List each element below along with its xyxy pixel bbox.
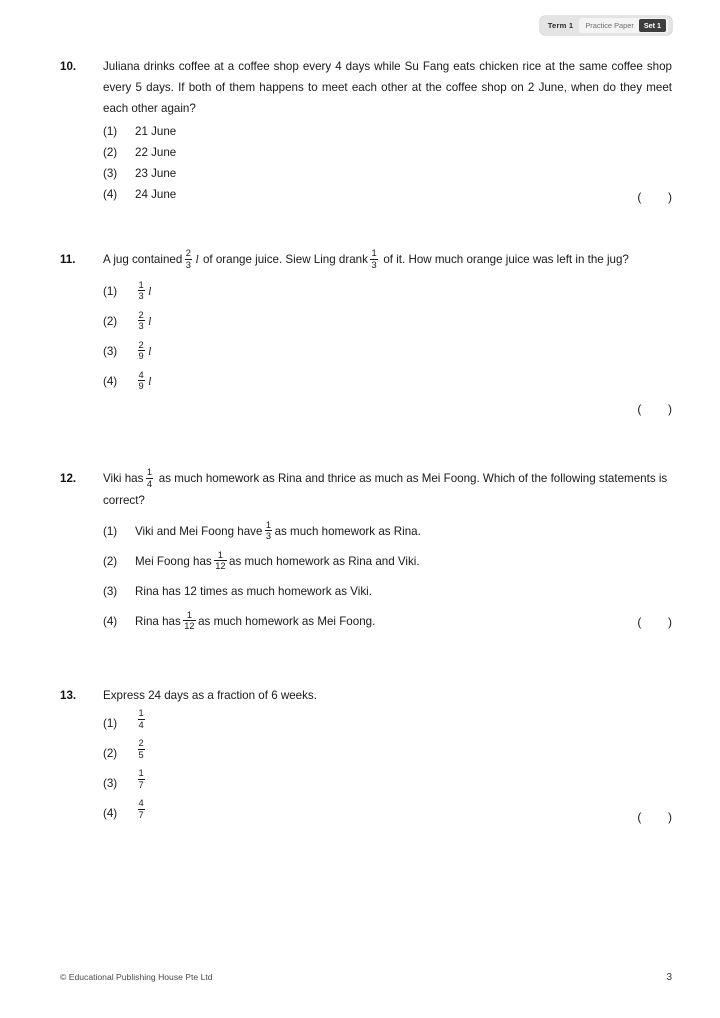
option-label: (2) [103, 314, 118, 328]
question-13-options [60, 709, 672, 829]
badge-inner [579, 18, 668, 33]
option-text [135, 709, 672, 731]
question-10-head [60, 56, 672, 119]
option-item[interactable] [60, 277, 672, 307]
option-item[interactable] [60, 337, 672, 367]
question-12-options [60, 517, 672, 637]
fraction-numerator: 1 [186, 609, 193, 620]
question-11-text-part2: of orange juice. Siew Ling drank [202, 253, 368, 266]
option-item[interactable] [60, 163, 672, 184]
fraction-denominator: 7 [138, 779, 144, 790]
option-item[interactable] [60, 367, 672, 397]
fraction-numerator: 1 [146, 467, 153, 478]
set-label: Set 1 [639, 19, 666, 32]
fraction-denominator: 5 [138, 749, 144, 760]
option-text: 22 June [135, 146, 177, 159]
option-item[interactable] [60, 307, 672, 337]
question-11-head [60, 249, 672, 271]
fraction-numerator: 1 [138, 279, 144, 290]
option-text-post: as much homework as Mei Foong. [198, 614, 376, 628]
option-text-post: as much homework as Rina. [274, 524, 421, 538]
fraction [138, 708, 145, 730]
fraction [265, 520, 272, 542]
term-label: Term 1 [547, 21, 574, 30]
option-label: (1) [103, 284, 118, 298]
option-item[interactable] [60, 769, 672, 799]
question-12-text-part1: Viki has [103, 472, 144, 485]
litre-unit: l [148, 374, 152, 388]
fraction [370, 248, 377, 270]
litre-unit: l [148, 314, 152, 328]
option-label: (2) [103, 747, 118, 760]
question-12-text [103, 468, 672, 511]
option-text-pre: Viki and Mei Foong have [135, 524, 263, 538]
fraction-numerator: 1 [265, 519, 272, 530]
fraction-numerator: 4 [138, 369, 144, 380]
fraction-denominator: 3 [265, 531, 272, 542]
fraction-denominator: 3 [138, 321, 144, 332]
option-label: (2) [103, 146, 118, 159]
copyright-icon: © [60, 972, 67, 982]
answer-bracket-12[interactable]: ( ) [637, 615, 672, 629]
fraction [138, 340, 145, 362]
question-11-text-part3: of it. How much orange juice was left in the jug? [383, 253, 629, 266]
option-label: (1) [103, 524, 118, 538]
option-text [135, 607, 672, 637]
option-text [135, 367, 672, 397]
answer-bracket-13[interactable]: ( ) [637, 810, 672, 824]
question-11-text [103, 249, 672, 271]
option-label: (1) [103, 717, 118, 730]
option-item[interactable] [60, 607, 672, 637]
option-label: (3) [103, 777, 118, 790]
option-item[interactable] [60, 184, 672, 205]
option-item[interactable] [60, 142, 672, 163]
fraction-denominator: 3 [185, 259, 191, 270]
fraction-denominator: 4 [146, 478, 153, 489]
option-text [135, 307, 672, 337]
fraction-numerator: 1 [138, 768, 144, 778]
fraction-denominator: 9 [138, 351, 144, 362]
footer-copyright [60, 972, 213, 982]
fraction [183, 610, 195, 632]
litre-unit: l [148, 284, 152, 298]
fraction-numerator: 2 [138, 339, 144, 350]
practice-paper-label: Practice Paper [585, 21, 634, 30]
question-10 [60, 56, 672, 205]
fraction [138, 798, 145, 820]
fraction [185, 248, 192, 270]
answer-bracket-11[interactable]: ( ) [637, 402, 672, 416]
option-label: (4) [103, 374, 118, 388]
litre-unit: l [195, 253, 199, 266]
fraction-denominator: 12 [184, 621, 195, 632]
fraction-denominator: 7 [138, 809, 144, 820]
option-text [135, 277, 672, 307]
option-item[interactable] [60, 577, 672, 607]
option-text-pre: Mei Foong has [135, 554, 212, 568]
paper-header-badge [540, 16, 672, 35]
fraction-denominator: 9 [138, 381, 144, 392]
fraction-numerator: 2 [138, 309, 144, 320]
question-11-text-part1: A jug contained [103, 253, 183, 266]
question-10-options [60, 121, 672, 205]
option-label: (3) [103, 167, 118, 180]
option-text [135, 739, 672, 761]
fraction [138, 768, 145, 790]
option-text: 24 June [135, 188, 177, 201]
option-text-pre: Rina has [135, 614, 181, 628]
fraction-numerator: 1 [217, 549, 223, 560]
option-label: (4) [103, 807, 118, 820]
fraction [138, 280, 145, 302]
option-item[interactable] [60, 517, 672, 547]
option-text [135, 769, 672, 791]
page-footer [60, 972, 672, 983]
fraction-denominator: 12 [215, 561, 226, 572]
question-11 [60, 249, 672, 397]
question-13-text: Express 24 days as a fraction of 6 weeks. [103, 689, 317, 702]
option-item[interactable] [60, 739, 672, 769]
question-11-options [60, 277, 672, 397]
fraction [138, 738, 145, 760]
option-label: (3) [103, 584, 118, 598]
copyright-text: Educational Publishing House Pte Ltd [68, 972, 213, 982]
fraction [138, 370, 145, 392]
option-text-post: as much homework as Rina and Viki. [229, 554, 420, 568]
option-text [135, 337, 672, 367]
question-12-number: 12. [60, 472, 77, 485]
fraction-denominator: 4 [138, 719, 144, 730]
question-11-number: 11. [60, 253, 76, 266]
fraction [214, 550, 226, 572]
question-13 [60, 685, 672, 829]
option-label: (3) [103, 344, 118, 358]
option-item[interactable] [60, 709, 672, 739]
option-item[interactable] [60, 121, 672, 142]
option-text: Rina has 12 times as much homework as Viki. [135, 584, 372, 598]
option-label: (2) [103, 554, 118, 568]
page-number: 3 [666, 972, 672, 983]
question-13-head [60, 685, 672, 706]
option-text [135, 517, 672, 547]
question-10-text: Juliana drinks coffee at a coffee shop every 4 days while Su Fang eats chicken rice at the same coffee shop every 5 days. If both of them happens to meet each other at the coffee shop on 2 June, when do they meet each other again? [103, 60, 672, 115]
option-label: (1) [103, 125, 118, 138]
fraction-numerator: 2 [185, 248, 191, 259]
fraction-denominator: 3 [371, 259, 377, 270]
option-label: (4) [103, 614, 118, 628]
option-text [135, 547, 672, 577]
question-12-head [60, 468, 672, 511]
option-item[interactable] [60, 547, 672, 577]
option-label: (4) [103, 188, 118, 201]
fraction [138, 310, 145, 332]
option-text: 23 June [135, 167, 177, 180]
litre-unit: l [148, 344, 152, 358]
option-item[interactable] [60, 799, 672, 829]
option-text: 21 June [135, 125, 177, 138]
option-text [135, 799, 672, 821]
fraction-denominator: 3 [138, 291, 144, 302]
answer-bracket-10[interactable]: ( ) [637, 190, 672, 204]
question-10-number: 10. [60, 60, 77, 73]
badge-outer [540, 16, 672, 35]
question-12-text-part2: as much homework as Rina and thrice as much as Mei Foong. Which of the following statements is correct? [103, 472, 668, 507]
fraction-numerator: 2 [138, 738, 144, 748]
question-12 [60, 468, 672, 637]
fraction [146, 467, 153, 489]
fraction-numerator: 4 [138, 798, 144, 808]
fraction-numerator: 1 [138, 708, 144, 718]
fraction-numerator: 1 [371, 248, 377, 259]
question-13-number: 13. [60, 689, 77, 702]
